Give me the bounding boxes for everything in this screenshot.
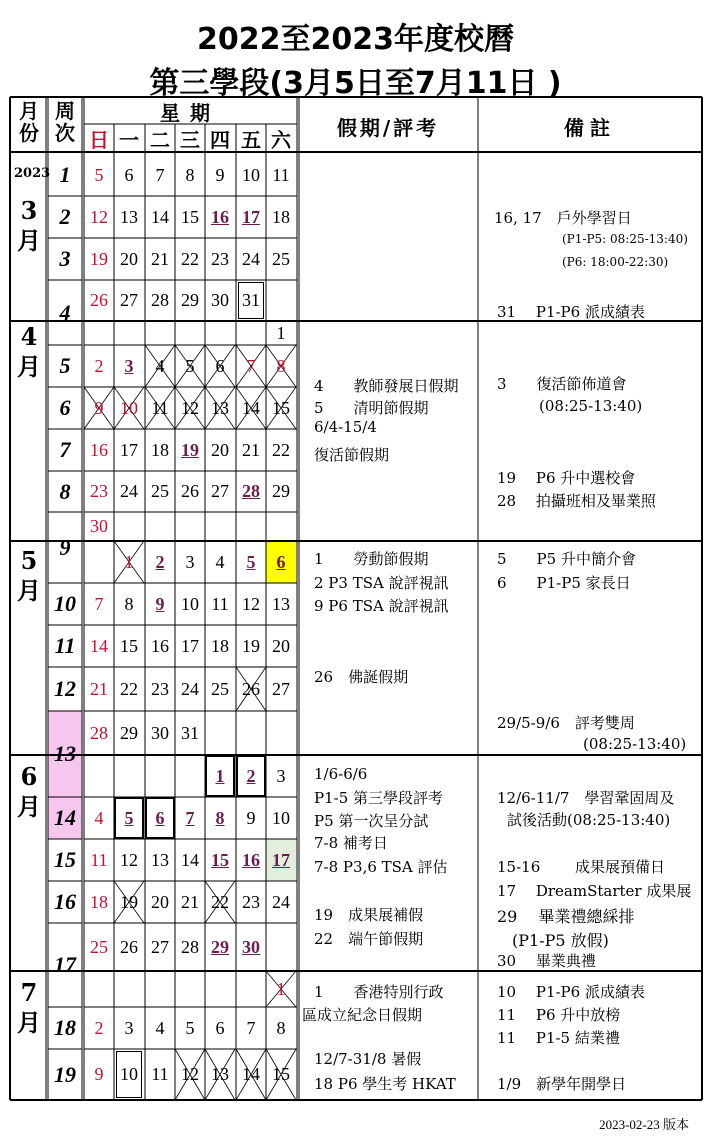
day-cell: 28 — [181, 936, 199, 957]
day-cell: 17 — [181, 635, 199, 656]
day-cell: 25 — [90, 936, 108, 957]
day-cell: 7 — [185, 807, 195, 828]
holiday-note: 7-8 補考日 — [314, 834, 388, 852]
remark-note: (P1-P5 放假) — [512, 931, 609, 950]
day-cell: 20 — [272, 635, 290, 656]
remark-note: 11 P1-5 結業禮 — [497, 1029, 620, 1047]
holiday-note: 4 教師發展日假期 — [314, 377, 459, 395]
header-week-label: 周次 — [55, 99, 75, 145]
holiday-note: 7-8 P3,6 TSA 評估 — [314, 858, 448, 876]
day-cell: 31 — [181, 722, 199, 743]
day-cell: 14 — [151, 206, 169, 227]
day-cell: 2 — [155, 551, 165, 572]
day-cell: 29 — [272, 481, 290, 501]
day-cell: 29 — [120, 722, 138, 743]
day-cell: 15 — [211, 849, 229, 870]
day-cell: 24 — [181, 678, 199, 699]
day-cell: 24 — [272, 891, 290, 912]
day-cell: 9 — [155, 593, 165, 614]
day-cell: 8 — [276, 1017, 286, 1038]
week-number: 17 — [54, 952, 76, 977]
week-number: 15 — [54, 847, 76, 872]
holiday-note: 1/6-6/6 — [314, 765, 368, 783]
day-cell: 17 — [120, 439, 138, 460]
day-cell: 8 — [215, 807, 225, 828]
day-cell: 22 — [211, 891, 229, 912]
day-cell: 2 — [236, 755, 266, 797]
day-cell: 26 — [181, 481, 199, 501]
day-cell: 10 — [120, 397, 138, 418]
day-cell: 12 — [90, 206, 108, 227]
day-cell: 25 — [272, 248, 290, 269]
term-subtitle: 第三學段(3月5日至7月11日 ) — [149, 66, 562, 101]
day-cell: 12 — [242, 593, 260, 614]
weekday-header-1: 一 — [119, 127, 139, 152]
holiday-note: 19 成果展補假 — [314, 906, 424, 924]
day-cell: 18 — [151, 439, 169, 460]
header-holidays: 假期/評考 — [336, 116, 440, 140]
week-number: 11 — [54, 633, 76, 658]
month-april: 4 月 — [17, 322, 41, 381]
day-cell: 15 — [272, 1064, 290, 1084]
day-cell: 12 — [120, 849, 138, 870]
holiday-note: 18 P6 學生考 HKAT — [314, 1075, 456, 1093]
day-cell: 11 — [151, 397, 169, 418]
remark-note: 17 DreamStarter 成果展 — [497, 882, 692, 900]
holiday-note: 1 勞動節假期 — [314, 550, 429, 568]
header-weekdays-title: 星期 — [160, 101, 220, 125]
day-cell: 18 — [211, 635, 229, 656]
week-number: 9 — [59, 534, 71, 560]
holiday-note: 5 清明節假期 — [314, 399, 429, 417]
weekday-header-2: 二 — [150, 127, 170, 152]
day-cell: 10 — [242, 164, 260, 185]
day-cell: 4 — [155, 1017, 165, 1038]
day-cell: 21 — [181, 891, 199, 912]
remark-note: 30 畢業典禮 — [497, 952, 596, 970]
day-cell: 24 — [120, 481, 138, 501]
day-cell: 18 — [272, 206, 290, 227]
holiday-note: P1-5 第三學段評考 — [314, 789, 444, 807]
day-cell: 24 — [242, 248, 260, 269]
day-cell: 30 — [211, 290, 229, 310]
weekday-header-4: 四 — [210, 127, 230, 152]
day-cell: 8 — [185, 164, 195, 185]
day-cell: 16 — [211, 206, 229, 227]
day-cell: 5 — [185, 1017, 195, 1038]
holiday-note: 1 香港特別行政 — [314, 983, 444, 1001]
day-cell: 16 — [151, 635, 169, 656]
day-cell: 19 — [90, 248, 108, 269]
day-cell: 17 — [272, 849, 290, 870]
day-cell: 9 — [215, 164, 225, 185]
day-cell: 13 — [151, 849, 169, 870]
day-cell: 5 — [114, 797, 144, 839]
day-cell: 23 — [151, 678, 169, 699]
weekday-header-0: 日 — [89, 127, 109, 152]
day-cell: 6 — [215, 355, 225, 376]
day-cell: 8 — [276, 355, 286, 376]
calendar-title: 2022至2023年度校曆 — [197, 22, 514, 57]
week-number: 1 — [59, 162, 71, 187]
month-june: 6 月 — [17, 762, 41, 821]
remark-note: (08:25-13:40) — [539, 397, 643, 415]
day-cell: 30 — [90, 516, 108, 536]
day-cell: 22 — [120, 678, 138, 699]
holiday-note: 復活節假期 — [314, 446, 390, 464]
day-cell: 26 — [120, 936, 138, 957]
day-cell: 6 — [276, 551, 286, 572]
remark-note: 試後活動(08:25-13:40) — [507, 811, 671, 829]
day-cell: 30 — [151, 722, 169, 743]
weekday-header-3: 三 — [180, 127, 200, 152]
remark-note: 12/6-11/7 學習鞏固周及 — [497, 789, 675, 807]
day-cell: 23 — [90, 481, 108, 501]
day-cell: 27 — [151, 936, 169, 957]
day-cell: 11 — [90, 849, 108, 870]
day-cell: 12 — [181, 1064, 199, 1084]
day-cell: 14 — [90, 635, 108, 656]
day-cell: 5 — [185, 355, 195, 376]
header-week — [50, 100, 80, 144]
weekday-header-6: 六 — [271, 127, 291, 152]
remark-note: 28 拍攝班相及畢業照 — [497, 492, 656, 510]
day-cell: 2 — [94, 355, 104, 376]
header-month — [12, 100, 46, 144]
day-cell: 21 — [90, 678, 108, 699]
day-cell: 31 — [236, 280, 266, 321]
week-number: 10 — [54, 591, 76, 616]
remark-note: (08:25-13:40) — [583, 735, 687, 753]
remark-note: 10 P1-P6 派成績表 — [497, 983, 645, 1001]
week-number: 6 — [59, 395, 71, 420]
weekday-header-5: 五 — [241, 127, 261, 152]
week-number: 7 — [59, 437, 71, 462]
day-cell: 10 — [272, 807, 290, 828]
day-cell: 8 — [124, 593, 134, 614]
day-cell: 18 — [90, 891, 108, 912]
day-cell: 12 — [181, 397, 199, 418]
week-number: 4 — [59, 299, 71, 325]
day-cell: 15 — [120, 635, 138, 656]
week-number: 3 — [59, 246, 71, 271]
day-cell: 10 — [114, 1049, 144, 1100]
day-cell: 3 — [124, 1017, 134, 1038]
day-cell: 13 — [211, 397, 229, 418]
header-month-label: 月份 — [19, 99, 39, 145]
day-cell: 26 — [90, 290, 108, 310]
day-cell: 17 — [242, 206, 260, 227]
day-cell: 15 — [181, 206, 199, 227]
day-cell: 20 — [151, 891, 169, 912]
day-cell: 14 — [242, 1064, 260, 1084]
day-cell: 25 — [211, 678, 229, 699]
day-cell: 21 — [151, 248, 169, 269]
day-cell: 30 — [242, 936, 260, 957]
day-cell: 15 — [272, 397, 290, 418]
holiday-note: 區成立紀念日假期 — [302, 1006, 423, 1024]
day-cell: 27 — [211, 481, 229, 501]
remark-note: 16, 17 戶外學習日 — [494, 209, 632, 227]
week-number: 19 — [54, 1061, 76, 1087]
week-number: 2 — [59, 204, 71, 229]
remark-note: 5 P5 升中簡介會 — [497, 550, 636, 568]
holiday-note: 22 端午節假期 — [314, 930, 424, 948]
day-cell: 23 — [211, 248, 229, 269]
week-number: 12 — [54, 676, 76, 701]
day-cell: 4 — [94, 807, 104, 828]
day-cell: 1 — [205, 755, 235, 797]
day-cell: 10 — [181, 593, 199, 614]
holiday-note: 2 P3 TSA 說評視訊 — [314, 574, 449, 592]
day-cell: 9 — [246, 807, 256, 828]
week-number: 8 — [59, 478, 71, 504]
remark-note: 29/5-9/6 評考雙周 — [497, 714, 635, 732]
header-remarks: 備註 — [564, 116, 616, 140]
day-cell: 13 — [120, 206, 138, 227]
week-number: 13 — [54, 741, 76, 766]
remark-note: 1/9 新學年開學日 — [497, 1075, 627, 1093]
holiday-note: 12/7-31/8 暑假 — [314, 1050, 422, 1068]
day-cell: 21 — [242, 439, 260, 460]
month-july: 7 月 — [17, 978, 41, 1037]
version-footer: 2023-02-23 版本 — [599, 1117, 689, 1132]
week-number: 16 — [54, 889, 76, 914]
day-cell: 20 — [120, 248, 138, 269]
remark-note: 31 P1-P6 派成績表 — [497, 303, 645, 321]
day-cell: 22 — [272, 439, 290, 460]
day-cell: 13 — [272, 593, 290, 614]
day-cell: 25 — [151, 481, 169, 501]
day-cell: 22 — [181, 248, 199, 269]
day-cell: 19 — [181, 439, 199, 460]
week-number: 5 — [59, 353, 71, 378]
day-cell: 13 — [211, 1064, 229, 1084]
remark-note: 19 P6 升中選校會 — [497, 469, 636, 487]
remark-note: (P1-P5: 08:25-13:40) — [562, 232, 688, 246]
day-cell: 6 — [215, 1017, 225, 1038]
day-cell: 28 — [242, 481, 260, 501]
holiday-note: 26 佛誕假期 — [314, 668, 409, 686]
remark-note: 29 畢業禮總綵排 — [497, 907, 635, 926]
holiday-note: P5 第一次呈分試 — [314, 812, 429, 830]
day-cell: 1 — [124, 551, 134, 572]
day-cell: 6 — [145, 797, 175, 839]
week-number: 14 — [54, 805, 76, 830]
day-cell: 4 — [215, 551, 225, 572]
day-cell: 7 — [246, 1017, 256, 1038]
day-cell: 19 — [120, 891, 138, 912]
day-cell: 20 — [211, 439, 229, 460]
day-cell: 27 — [120, 290, 138, 310]
day-cell: 11 — [151, 1064, 169, 1084]
remark-note: 3 復活節佈道會 — [497, 375, 627, 393]
holiday-note: 9 P6 TSA 說評視訊 — [314, 597, 449, 615]
day-cell: 5 — [94, 164, 104, 185]
year-label: 2023 — [14, 166, 51, 181]
day-cell: 1 — [276, 978, 286, 999]
month-march: 3 月 — [17, 196, 41, 255]
day-cell: 7 — [246, 355, 256, 376]
day-cell: 3 — [124, 355, 134, 376]
day-cell: 28 — [151, 290, 169, 310]
month-may: 5 月 — [17, 546, 41, 605]
remark-note: 6 P1-P5 家長日 — [497, 574, 631, 592]
day-cell: 7 — [94, 593, 104, 614]
day-cell: 6 — [124, 164, 134, 185]
day-cell: 9 — [94, 1064, 104, 1084]
holiday-note: 6/4-15/4 — [314, 418, 377, 436]
day-cell: 3 — [185, 551, 195, 572]
day-cell: 29 — [211, 936, 229, 957]
week-number: 18 — [54, 1015, 76, 1040]
remark-note: 11 P6 升中放榜 — [497, 1006, 621, 1024]
day-cell: 9 — [94, 397, 104, 418]
day-cell: 3 — [276, 765, 286, 786]
day-cell: 2 — [94, 1017, 104, 1038]
day-cell: 7 — [155, 164, 165, 185]
day-cell: 5 — [246, 551, 256, 572]
day-cell: 23 — [242, 891, 260, 912]
day-cell: 27 — [272, 678, 290, 699]
remark-note: 15-16 成果展預備日 — [497, 858, 666, 876]
day-cell: 4 — [155, 355, 165, 376]
day-cell: 1 — [276, 322, 286, 343]
day-cell: 16 — [242, 849, 260, 870]
day-cell: 28 — [90, 722, 108, 743]
day-cell: 19 — [242, 635, 260, 656]
day-cell: 14 — [181, 849, 199, 870]
day-cell: 16 — [90, 439, 108, 460]
day-cell: 14 — [242, 397, 260, 418]
day-cell: 29 — [181, 290, 199, 310]
day-cell: 11 — [211, 593, 229, 614]
day-cell: 26 — [242, 678, 260, 699]
remark-note: (P6: 18:00-22:30) — [562, 255, 669, 269]
day-cell: 11 — [272, 164, 290, 185]
